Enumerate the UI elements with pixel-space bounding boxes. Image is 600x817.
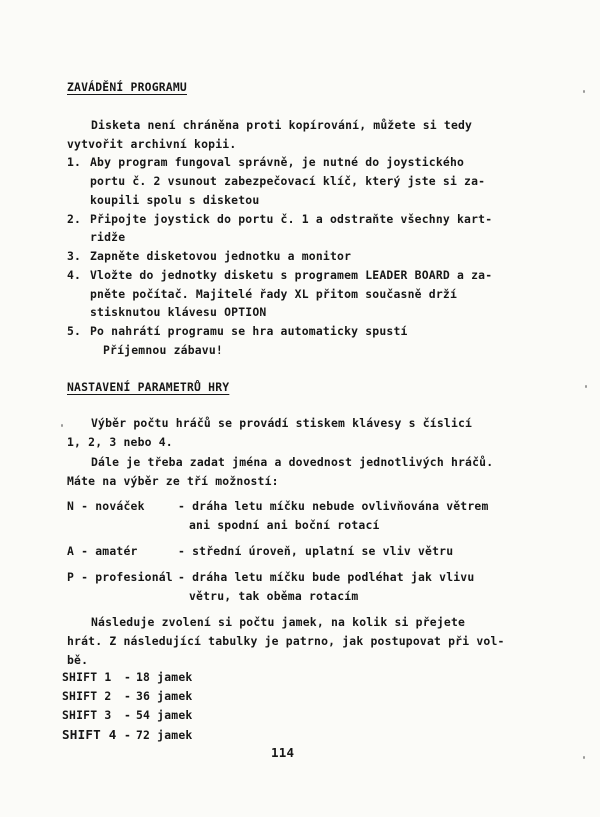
intro-line-1: Disketa není chráněna proti kopírování, můžete si tedy <box>91 118 473 132</box>
scan-speck <box>583 90 585 93</box>
scan-speck <box>585 385 587 388</box>
shift-key: SHIFT 1 <box>62 670 112 684</box>
step-number-3: 3. <box>67 249 82 263</box>
shift-key: SHIFT 2 <box>62 689 112 703</box>
scan-speck <box>61 424 63 427</box>
step-number-1: 1. <box>67 155 82 169</box>
level-desc-profesional-1: - dráha letu míčku bude podléhat jak vlivu <box>178 570 475 584</box>
step-4-line-3: stisknutou klávesu OPTION <box>90 305 267 319</box>
step-number-2: 2. <box>67 212 82 226</box>
shift-holes: 36 jamek <box>136 689 193 703</box>
para3-line-3: bě. <box>67 653 89 667</box>
section-title-nastaveni: NASTAVENÍ PARAMETRŮ HRY <box>67 380 230 394</box>
section-title-zavadeni: ZAVÁDĚNÍ PROGRAMU <box>67 80 187 94</box>
shift-dash: - <box>124 728 132 742</box>
level-desc-novacek-1: - dráha letu míčku nebude ovlivňována větrem <box>178 499 489 513</box>
step-number-4: 4. <box>67 268 82 282</box>
para3-line-1: Následuje zvolení si počtu jamek, na kolik si přejete <box>91 615 466 629</box>
para2-line-1: Dále je třeba zadat jména a dovednost jednotlivých hráčů. <box>91 455 494 469</box>
level-desc-profesional-2: větru, tak oběma rotacím <box>189 589 359 603</box>
level-label-profesional: P - profesionál <box>67 570 173 584</box>
shift-holes: 18 jamek <box>136 670 193 684</box>
level-label-amater: A - amatér <box>67 544 138 558</box>
step-4-line-2: pněte počítač. Majitelé řady XL přitom současně drží <box>90 287 458 301</box>
para3-line-2: hrát. Z následující tabulky je patrno, jak postupovat při vol- <box>67 634 505 648</box>
step-number-5: 5. <box>67 324 82 338</box>
para2-line-2: Máte na výběr ze tří možností: <box>67 474 279 488</box>
shift-key: SHIFT 3 <box>62 708 112 722</box>
step-1-line-2: portu č. 2 vsunout zabezpečovací klíč, který jste si za- <box>90 174 486 188</box>
step-2-line-2: ridže <box>90 230 126 244</box>
step-1-line-3: koupili spolu s disketou <box>90 193 260 207</box>
shift-dash: - <box>124 670 132 684</box>
step-2-line-1: Připojte joystick do portu č. 1 a odstraňte všechny kart- <box>90 212 493 226</box>
step-5-line-2: Příjemnou zábavu! <box>103 343 223 357</box>
shift-key: SHIFT 4 <box>62 727 117 742</box>
step-1-line-1: Aby program fungoval správně, je nutné do joystického <box>90 155 465 169</box>
intro-line-2: vytvořit archivní kopii. <box>67 137 237 151</box>
shift-holes: 54 jamek <box>136 708 193 722</box>
para1-line-1: Výběr počtu hráčů se provádí stiskem klávesy s číslicí <box>91 416 473 430</box>
shift-dash: - <box>124 689 132 703</box>
level-label-novacek: N - nováček <box>67 499 145 513</box>
para1-line-2: 1, 2, 3 nebo 4. <box>67 435 173 449</box>
level-desc-amater-1: - střední úroveň, uplatní se vliv větru <box>178 544 454 558</box>
level-desc-novacek-2: ani spodní ani boční rotací <box>189 518 380 532</box>
step-3-line-1: Zapněte disketovou jednotku a monitor <box>90 249 352 263</box>
shift-dash: - <box>124 708 132 722</box>
shift-holes: 72 jamek <box>136 728 193 742</box>
page-number: 114 <box>271 745 295 760</box>
step-4-line-1: Vložte do jednotky disketu s programem LEADER BOARD a za- <box>90 268 493 282</box>
step-5-line-1: Po nahrátí programu se hra automaticky spustí <box>90 324 408 338</box>
scan-speck <box>583 756 585 759</box>
